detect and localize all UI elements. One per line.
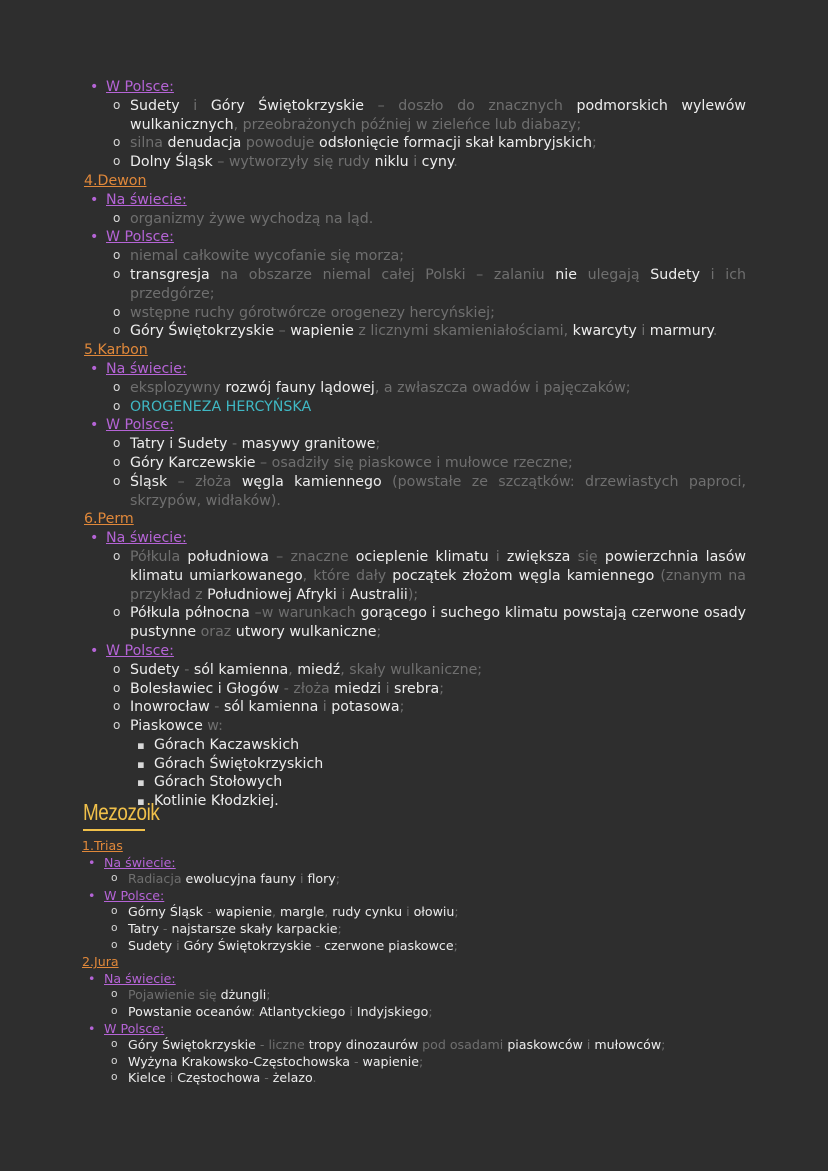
list-item <box>84 266 746 304</box>
text-run: marmury <box>649 323 713 340</box>
text-run: ; <box>266 987 271 1003</box>
text-run: i <box>408 154 422 171</box>
period-title-dewon: 4.Dewon <box>84 172 147 189</box>
text-run: oraz <box>196 624 236 641</box>
list-item: ▪ Górach Świętokrzyskich <box>84 755 746 774</box>
text-run: W Polsce: <box>106 417 174 434</box>
list-item <box>84 247 746 266</box>
text-run: masywy granitowe <box>241 436 376 453</box>
text-run: kwarcyty <box>572 323 637 340</box>
text-run: . <box>453 154 458 171</box>
list-item <box>84 398 746 417</box>
section-label: W Polsce: <box>106 79 174 95</box>
text-run: i <box>318 699 332 716</box>
text-run: i <box>488 548 507 565</box>
text-run: W Polsce: <box>104 887 165 903</box>
text-run: ; <box>592 135 597 152</box>
text-run: – złoża <box>167 473 242 490</box>
list-item <box>84 661 746 680</box>
text-run: się <box>570 548 605 565</box>
text-run: Na świecie: <box>104 854 176 870</box>
text-run: w: <box>202 718 223 735</box>
text-run: srebra <box>394 680 440 697</box>
text-run: - liczne <box>255 1037 309 1053</box>
text-run: Sudety <box>130 661 180 678</box>
text-run: . <box>312 1070 317 1086</box>
list-item <box>84 698 746 717</box>
list-item <box>84 680 746 699</box>
text-run: na obszarze niemal całej Polski – zalaniu <box>209 266 556 283</box>
text-run: ; <box>376 624 382 641</box>
text-run: ewolucyjna fauny <box>181 871 296 887</box>
text-run: Wyżyna Krakowsko-Częstochowska <box>128 1053 350 1069</box>
text-run: Góry Świętokrzyskie <box>183 937 312 953</box>
text-run: ; <box>439 680 445 697</box>
text-run: Góry Karczewskie <box>130 454 256 471</box>
text-run: margle <box>280 904 325 920</box>
text-run: i <box>582 1037 595 1053</box>
list-item <box>84 473 746 511</box>
text-run: W Polsce: <box>104 1020 165 1036</box>
text-run: (powstałe ze szczątków: drzewiastych paproci, skrzypów, widłaków). <box>130 473 746 509</box>
text-run: nie <box>555 266 577 283</box>
text-run: - <box>158 920 172 936</box>
list-item <box>82 904 744 921</box>
text-run: , a zwłaszcza owadów i pajęczaków; <box>374 379 631 396</box>
text-run: południowa <box>187 548 269 565</box>
list-item <box>84 191 746 210</box>
list-item <box>82 987 744 1004</box>
text-run: sól kamienna <box>193 661 289 678</box>
text-run: , <box>324 904 333 920</box>
text-run: rudy cynku <box>332 904 403 920</box>
text-run: ; <box>661 1037 666 1053</box>
text-run: denudacja <box>167 135 242 152</box>
text-run: miedzi <box>334 680 382 697</box>
list-item: ▪ Kotlinie Kłodzkiej. <box>84 792 746 811</box>
text-run: , <box>272 904 281 920</box>
text-run: i <box>165 1070 178 1086</box>
text-run: niklu <box>374 154 409 171</box>
text-run: - złoża <box>279 680 335 697</box>
text-run: - <box>311 937 325 953</box>
text-run: ołowiu <box>413 904 455 920</box>
list-item <box>82 871 744 888</box>
period-title-jura: 2.Jura <box>82 954 119 970</box>
text-run: - <box>227 436 242 453</box>
text-run: ; <box>399 699 405 716</box>
paleozoic-notes <box>84 78 746 811</box>
list-item <box>84 322 746 341</box>
text-run: – doszło do znacznych <box>364 97 577 114</box>
period-title-perm: 6.Perm <box>84 511 134 528</box>
list-item <box>82 921 744 938</box>
text-run: Śląsk <box>130 473 168 490</box>
text-run: i <box>336 586 350 603</box>
list-item <box>82 1004 744 1021</box>
text-run: najstarsze skały karpackie <box>171 920 338 936</box>
text-run: , które dały <box>302 567 393 584</box>
text-run: ; <box>428 1003 433 1019</box>
text-run: początek złożom węgla kamiennego <box>392 567 655 584</box>
list-item <box>82 971 744 988</box>
list-item <box>82 1070 744 1087</box>
list-item <box>84 435 746 454</box>
text-run: wapienie <box>362 1053 420 1069</box>
text-run: Częstochowa <box>177 1070 261 1086</box>
era-heading-underline <box>83 829 145 831</box>
text-run: czerwone piaskowce <box>324 937 454 953</box>
list-item <box>84 379 746 398</box>
text-run: cyny <box>421 154 454 171</box>
text-run: i <box>345 1003 357 1019</box>
list-item <box>84 642 746 661</box>
text-run: z licznymi skamieniałościami, <box>353 323 573 340</box>
list-item <box>82 1054 744 1071</box>
text-run: Sudety <box>128 937 173 953</box>
text-run: i <box>402 904 414 920</box>
list-item <box>82 938 744 955</box>
period-title-karbon: 5.Karbon <box>84 342 148 359</box>
text-run: Na świecie: <box>106 530 187 547</box>
text-run: Sudety <box>130 97 180 114</box>
text-run: powierzchnia lasów klimatu umiarkowanego <box>130 548 746 584</box>
text-run: Na świecie: <box>106 191 187 208</box>
text-run: Półkula <box>130 548 188 565</box>
text-run: - <box>349 1053 363 1069</box>
text-run: i <box>295 871 308 887</box>
text-run: wapienie <box>215 904 272 920</box>
era-heading: Mezozoik <box>83 799 160 825</box>
text-run: Na świecie: <box>106 360 187 377</box>
text-run: ; <box>453 937 458 953</box>
text-run: i <box>381 680 395 697</box>
text-run: Australii <box>349 586 408 603</box>
text-run: miedź <box>297 661 341 678</box>
text-run: silna <box>130 135 168 152</box>
text-run: Góry Świętokrzyskie <box>130 323 275 340</box>
text-run: gorącego i suchego klimatu powstają czerwone osady pustynne <box>130 605 746 641</box>
text-run: węgla kamiennego <box>241 473 382 490</box>
text-run: ocieplenie klimatu <box>355 548 489 565</box>
text-run: – osadziły się piaskowce i mułowce rzeczne; <box>255 454 573 471</box>
text-run: - <box>260 1070 273 1086</box>
text-run: . <box>712 323 718 340</box>
list-item <box>84 97 746 135</box>
text-run: ; <box>375 436 381 453</box>
text-run: ; <box>335 871 340 887</box>
list-item <box>82 888 744 905</box>
text-run: W Polsce: <box>106 229 174 246</box>
list-item <box>84 134 746 153</box>
text-run: pod osadami <box>418 1037 508 1053</box>
text-run: i ich przedgórze; <box>130 266 746 302</box>
text-run: , <box>288 661 298 678</box>
list-item: ▪ Górach Stołowych <box>84 773 746 792</box>
text-run: Tatry i Sudety <box>130 436 228 453</box>
mesozoic-notes <box>82 838 744 1087</box>
text-run: ; <box>337 920 342 936</box>
text-run: – <box>274 323 291 340</box>
list-item <box>82 1021 744 1038</box>
text-run: wapienie <box>290 323 354 340</box>
text-run: – znaczne <box>269 548 356 565</box>
text-run: –w warunkach <box>249 605 361 622</box>
text-run: i <box>636 323 650 340</box>
text-run: ; <box>454 904 459 920</box>
text-run: transgresja <box>130 266 210 283</box>
text-run: zwiększa <box>506 548 571 565</box>
text-run: ulegają <box>576 266 651 283</box>
list-item <box>84 228 746 247</box>
text-run: Radiacja <box>128 871 182 887</box>
text-run: ); <box>407 586 419 603</box>
text-run: W Polsce: <box>106 642 174 659</box>
text-run: OROGENEZA HERCYŃSKA <box>130 398 312 415</box>
text-run: ; <box>419 1053 424 1069</box>
text-run: Atlantyckiego <box>259 1003 346 1019</box>
list-item <box>84 153 746 172</box>
text-run: eksplozywny <box>130 379 226 396</box>
text-run: Indyjskiego <box>356 1003 429 1019</box>
text-run: mułowców <box>594 1037 662 1053</box>
list-item <box>84 529 746 548</box>
text-run: piaskowców <box>507 1037 583 1053</box>
list-item <box>84 548 746 604</box>
text-run: Bolesławiec i Głogów <box>130 680 280 697</box>
text-run: Kielce <box>128 1070 166 1086</box>
list-item <box>84 454 746 473</box>
text-run: Inowrocław <box>130 699 210 716</box>
text-run: Południowej Afryki <box>207 586 337 603</box>
text-run: wstępne ruchy górotwórcze orogenezy hercyńskiej; <box>130 304 495 321</box>
list-item <box>82 855 744 872</box>
text-run: , skały wulkaniczne; <box>340 661 483 678</box>
text-run: Dolny Śląsk <box>130 154 213 171</box>
list-item <box>84 210 746 229</box>
text-run: flory <box>307 871 336 887</box>
text-run: utwory wulkaniczne <box>235 624 377 641</box>
list-item: ▪ Górach Kaczawskich <box>84 736 746 755</box>
text-run: , przeobrażonych później w zieleńce lub diabazy; <box>233 116 582 133</box>
text-run: odsłonięcie formacji skał kambryjskich <box>319 135 593 152</box>
text-run: potasowa <box>331 699 400 716</box>
text-run: organizmy żywe wychodzą na ląd. <box>130 210 374 227</box>
text-run: (znanym na przykład z <box>130 567 746 603</box>
text-run: Sudety <box>650 266 700 283</box>
text-run: żelazo <box>272 1070 313 1086</box>
text-run: Pojawienie się <box>128 987 221 1003</box>
text-run: sól kamienna <box>223 699 319 716</box>
text-run: powoduje <box>241 135 320 152</box>
text-run: Powstanie oceanów <box>128 1003 251 1019</box>
list-item <box>84 604 746 642</box>
text-run: Na świecie: <box>104 970 176 986</box>
text-run: podmorskich wylewów wulkanicznych <box>130 97 746 133</box>
text-run: Półkula północna <box>130 605 250 622</box>
text-run: - <box>209 699 224 716</box>
list-item <box>84 360 746 379</box>
list-item <box>84 717 746 736</box>
text-run: – wytworzyły się rudy <box>212 154 375 171</box>
text-run: i <box>172 937 184 953</box>
text-run: : <box>251 1003 260 1019</box>
text-run: rozwój fauny lądowej <box>225 379 375 396</box>
text-run: Góry Świętokrzyskie <box>210 97 364 114</box>
text-run: Piaskowce <box>130 718 203 735</box>
period-title-trias: 1.Trias <box>82 838 123 853</box>
text-run: i <box>179 97 211 114</box>
text-run: Tatry <box>128 920 159 936</box>
text-run: dżungli <box>220 987 267 1003</box>
list-item <box>84 416 746 435</box>
text-run: niemal całkowite wycofanie się morza; <box>130 248 405 265</box>
text-run: Górny Śląsk <box>128 904 203 920</box>
text-run: - <box>179 661 194 678</box>
text-run: Góry Świętokrzyskie <box>128 1037 256 1053</box>
text-run: tropy dinozaurów <box>308 1037 419 1053</box>
list-item <box>84 78 746 97</box>
list-item <box>84 304 746 323</box>
text-run: - <box>202 904 216 920</box>
list-item <box>82 1037 744 1054</box>
